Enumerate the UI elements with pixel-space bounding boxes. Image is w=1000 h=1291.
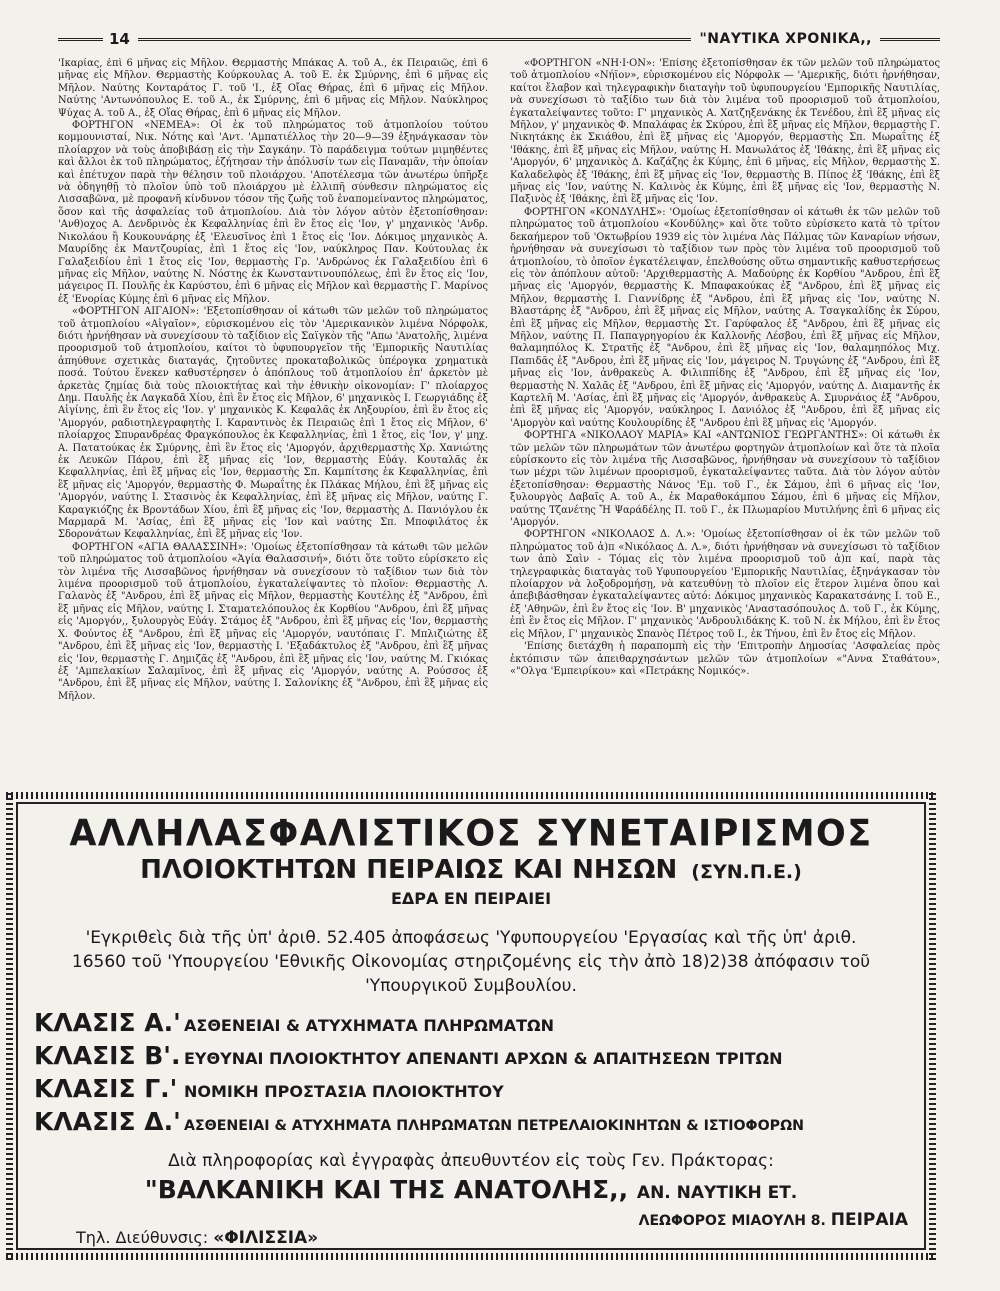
header-rule-right: [880, 38, 940, 41]
agent-name: "ΒΑΛΚΑΝΙΚΗ ΚΑΙ ΤΗΣ ΑΝΑΤΟΛΗΣ,,: [144, 1175, 629, 1204]
page-number: 14: [109, 30, 130, 48]
address-city: ΠΕΙΡΑΙΑ: [830, 1210, 908, 1230]
article-columns: [58, 58, 940, 803]
hatched-border-top: [6, 792, 936, 799]
ad-seat: ΕΔΡΑ ΕΝ ΠΕΙΡΑΙΕΙ: [390, 889, 552, 908]
paragraph: ΦΟΡΤΗΓΟΝ «ΝΙΚΟΛΑΟΣ Δ. Λ.»: 'Ομοίως ἐξετοπίσθησαν οἱ ἐκ τῶν μελῶν τοῦ πληρώματος τοῦ ἀ)π «Νικόλαος Δ. Λ.», διότι ἠρνήθησαν νὰ συνεχίσωσι τὸ ταξίδιον των ἀπὸ Σαὶν - Τόμας εἰς τὸν λιμένα προορισμοῦ τοῦ ἀ)π καί, παρὰ τὰς τηλεγραφικὰς διαταγὰς τοῦ Υφυπουργείου 'Εμπορικῆς Ναυτιλίας, ἐξηνάγκασαν τὸν πλοίαρχον νὰ λοξοδρομήσῃ, νὰ κατευθύνῃ τὸ πλοῖον εἰς ἕτερον λιμένα ὅπου καὶ ἀπεβιβάσθησαν ἐγκαταλείψαντες αὐτό: Δόκιμος μηχανικὸς Καρακατσάνης Ι. τοῦ Ε., ἐξ 'Αθηνῶν, ἐπὶ ἓν ἔτος εἰς 'Ιον. Β' μηχανικὸς 'Αναστασόπουλος Δ. τοῦ Γ., ἐκ Κύμης, ἐπὶ ἓν ἔτος εἰς Μῆλον. Γ' μηχανικὸς 'Ανδρουλιδάκης Κ. τοῦ Ν. ἐκ Μήλου, ἐπὶ ἓν ἔτος εἰς Μῆλον, Γ' μηχανικὸς Σπανὸς Πέτρος τοῦ Ι., ἐκ Τήνου, ἐπὶ ἓν ἔτος εἰς Μῆλον.: [510, 529, 940, 640]
paragraph: «ΦΟΡΤΗΓΟΝ ΑΙΓΑΙΟΝ»: 'Εξετοπίσθησαν οἱ κάτωθι τῶν μελῶν τοῦ πληρώματος τοῦ ἀτμοπλοίου «Αἰγαῖον», εὑρισκομένου εἰς τὸν 'Αμερικανικὸν λιμένα Νόρφολκ, διότι ἠρνήθησαν νὰ συνεχίσουν τὸ ταξίδιον εἰς Σαϊγκὸν τῆς "Απω 'Ανατολῆς, λιμένα προορισμοῦ τοῦ ἀτμοπλοίου, καίτοι τὸ ὑφυπουργεῖον τῆς 'Εμπορικῆς Ναυτιλίας ἀπηύθυνε σχετικὰς διαταγάς, ζητοῦντες προκαταβολικῶς ὑπέρογκα χρηματικὰ ποσά. Τούτου ἕνεκεν καθυστέρησεν ὁ ἀπόπλους τοῦ ἀτμοπλοίου ἐπ' ἀρκετὸν μὲ ἀρκετὰς ζημίας διὰ τοὺς πλοιοκτήτας καὶ τὴν ἐθνικὴν οἰκονομίαν: Γ' πλοίαρχος Δημ. Παυλῆς ἐκ Λαγκαδᾶ Χίου, ἐπὶ ἓν ἔτος εἰς Μῆλον, 6' μηχανικὸς Ι. Γεωργιάδης ἐξ Αἰγίνης, ἐπὶ ἓν ἔτος εἰς 'Ιον. γ' μηχανικὸς Κ. Κεφαλᾶς ἐκ Ληξουρίου, ἐπὶ ἓν ἔτος εἰς 'Αμοργόν, ραδιοτηλεγραφητὴς Ι. Καραντινὸς ἐκ Πειραιῶς ἐπὶ 1 ἔτος εἰς Μῆλον, 6' πλοίαρχος Σπυρανδρέας Φραγκόπουλος ἐκ Κεφαλληνίας, ἐπὶ 1 ἔτος, εἰς 'Ιον, γ' μηχ. Α. Πατατούκας ἐκ Σμύρνης, ἐπὶ ἓν ἔτος εἰς 'Αμοργόν, ἀρχιθερμαστὴς Χρ. Χανιώτης ἐκ Λευκῶν Πάρου, ἐπὶ ἓξ μῆνας εἰς 'Ιον, θερμαστὴς Εὐάγ. Κουταλᾶς ἐκ Κεφαλληνίας, ἐπὶ ἓξ μῆνας εἰς 'Ιον, θερμαστὴς Σπ. Καμπίτσης ἐκ Κεφαλληνίας, ἐπὶ ἓξ μῆνας εἰς 'Αμοργόν, θερμαστὴς Φ. Μωραΐτης ἐκ Πλάκας Μήλου, ἐπὶ ἓξ μῆνας εἰς 'Αμοργόν, ναύτης Ι. Στασινὸς ἐκ Κεφαλληνίας, ἐπὶ ἓξ μῆνας εἰς Μῆλον, ναύτης Γ. Καραγκιόζης ἐκ Βροντάδων Χίου, ἐπὶ ἓξ μῆνας εἰς 'Ιον, θερμαστὴς Δ. Πανιόγλου ἐκ Μαρμαρᾶ Μ. 'Ασίας, ἐπὶ ἓξ μῆνας εἰς 'Ιον καὶ ναύτης Σπ. Μποφιλάτος ἐκ Σδορονάτων Κεφαλληνίας, ἐπὶ ἓξ μῆνας εἰς 'Ιον.: [58, 306, 488, 541]
telegraph-value: «ΦΙΛΙΣΣΙΑ»: [213, 1228, 319, 1248]
class-item: [34, 1008, 918, 1041]
class-item: [34, 1074, 918, 1107]
class-item: [34, 1041, 918, 1074]
class-text: ΝΟΜΙΚΗ ΠΡΟΣΤΑΣΙΑ ΠΛΟΙΟΚΤΗΤΟΥ: [184, 1082, 504, 1101]
paragraph: ΦΟΡΤΗΓΟΝ «ΑΓΙΑ ΘΑΛΑΣΣΙΝΗ»: 'Ομοίως ἐξετοπίσθησαν τὰ κάτωθι τῶν μελῶν τοῦ πληρώματος τοῦ ἀτμοπλοίου «Ἁγία Θαλασσινή», διότι ὅτε τοῦτο εὑρίσκετο εἰς τὸν λιμένα τῆς Λισσαβῶνος ἠρνήθησαν νὰ συνεχίσουν τὸ ταξίδιον των διὰ τὸν λιμένα προορισμοῦ τοῦ ἀτμοπλοίου, ἐγκαταλείψαντες τὸ πλοῖον: Θερμαστὴς Λ. Γαλανὸς ἐξ "Ανδρου, ἐπὶ ἓξ μῆνας εἰς Μῆλον, θερμαστὴς Κουτέλης ἐξ "Ανδρου, ἐπὶ ἓξ μῆνας εἰς Μῆλον, ναύτης Ι. Σταματελόπουλος ἐκ Κορθίου "Ανδρου, ἐπὶ ἓξ μῆνας εἰς 'Αμοργόν,, ξυλουργὸς Εὐάγ. Στάμος ἐξ "Ανδρου, ἐπὶ ἓξ μῆνας εἰς 'Ιον, θερμαστὴς Χ. Φούντος ἐξ "Ανδρου, ἐπὶ ἓξ μῆνας εἰς 'Αμοργόν, ναυτόπαις Γ. Μπλιζιώτης ἐξ "Ανδρου, ἐπὶ ἓξ μῆνας εἰς 'Ιον, θερμαστὴς Ι. 'Εξαδάκτυλος ἐξ "Ανδρου, ἐπὶ ἓξ μῆνας εἰς 'Ιον, θερμαστὴς Γ. Δημιζᾶς ἐξ "Ανδρου, ἐπὶ ἓξ μῆνας εἰς 'Ιον, ναύτης Μ. Γκιόκας ἐξ 'Αμπελακίων Σαλαμῖνος, ἐπὶ ἓξ μῆνας εἰς 'Αμοργόν, ναύτης Α. Ρούσσος ἐξ "Ανδρου, ἐπὶ ἓξ μῆνας εἰς Μῆλον, ναύτης Ι. Σαλονίκης ἐξ "Ανδρου, ἐπὶ ἓξ μῆνας εἰς Μῆλον.: [58, 541, 488, 702]
insurance-advertisement: [6, 792, 936, 1260]
hatched-border-right: [929, 792, 936, 1260]
address-street: ΛΕΩΦΟΡΟΣ ΜΙΑΟΥΛΗ 8.: [638, 1213, 826, 1229]
paragraph: 'Επίσης διετάχθη ἡ παραπομπὴ εἰς τὴν 'Επιτροπὴν Δημοσίας 'Ασφαλείας πρὸς ἐκτόπισιν τῶν ἀπειθαρχησάντων μελῶν τῶν ἀτμοπλοίων «"Αννα Σταθάτου», «"Ολγα 'Εμπειρίκου» καὶ «Πετράκης Νομικός».: [510, 641, 940, 677]
paragraph: ΦΟΡΤΗΓΟΝ «ΚΟΝΔΥΛΗΣ»: 'Ομοίως ἐξετοπίσθησαν οἱ κάτωθι ἐκ τῶν μελῶν τοῦ πληρώματος τοῦ ἀτμοπλοίου «Κονδύλης» καὶ ὅτε τοῦτο εὑρίσκετο κατὰ τὸ τρίτον δεκαήμερον τοῦ 'Οκτωβρίου 1939 εἰς τὸν λιμένα Λὰς Πάλμας τῶν Καναρίων νήσων, ἠρνήθησαν νὰ συνεχίσωσι τὸ ταξίδιον των πρὸς τὸν λιμένα τοῦ προορισμοῦ τοῦ ἀτμοπλοίου, τὸ ὁποῖον ἐγκατέλειψαν, ἐπελθούσης οὕτω σημαντικῆς καθυστερήσεως εἰς τὸν ἀπόπλουν αὐτοῦ: 'Αρχιθερμαστὴς Α. Μαδούρης ἐκ Κορθίου "Ανδρου, ἐπὶ ἓξ μῆνας εἰς 'Αμοργόν, θερμαστὴς Κ. Μπαφακούκας ἐξ "Ανδρου, ἐπὶ ἓξ μῆνας εἰς Μῆλον, θερμαστὴς Ι. Γιαννίδρης ἐξ "Ανδρου, ἐπὶ ἓξ μῆνας εἰς 'Ιον, ναύτης Ν. Βλαστάρης ἐξ "Ανδρου, ἐπὶ ἓξ μῆνας εἰς Μῆλον, ναύτης Α. Τσαγκαλίδης ἐκ Σύρου, ἐπὶ ἓξ μῆνας εἰς Μῆλον, θερμαστὴς Στ. Γαρύφαλος ἐξ "Ανδρου, ἐπὶ ἓξ μῆνας εἰς Μῆλον, ναύτης Π. Παπαγρηγορίου ἐκ Καλλονῆς Λέσβου, ἐπὶ ἓξ μῆνας εἰς Μῆλον, θαλαμηπόλος Κ. Στρατῆς ἐξ "Ανδρου, ἐπὶ ἓξ μῆνας εἰς 'Ιον, θαλαμηπόλος Μιχ. Παπιδᾶς ἐξ "Ανδρου, ἐπὶ ἓξ μῆνας εἰς 'Ιον, μάγειρος Ν. Τρυγώνης ἐξ "Ανδρου, ἐπὶ ἓξ μῆνας εἰς 'Ιον, ἀνθρακεὺς Α. Φιλιππίδης ἐξ "Ανδρου, ἐπὶ ἓξ μῆνας εἰς 'Ιον, θερμαστὴς Ν. Χαλᾶς ἐξ "Ανδρου, ἐπὶ ἓξ μῆνας εἰς 'Αμοργόν, ναύτης Δ. Διαμαντῆς ἐκ Καρτελῆ Μ. 'Ασίας, ἐπὶ ἓξ μῆνας εἰς 'Αμοργόν, ἀνθρακεὺς Α. Σμυρνάιος ἐξ "Ανδρου, ἐπὶ ἓξ μῆνας εἰς 'Αμοργόν, ναύκληρος Ι. Δανιόλος ἐξ "Ανδρου, ἐπὶ ἓξ μῆνας εἰς 'Αμοργὸν καὶ ναύτης Κουλουρίδης ἐξ "Ανδρου ἐπὶ ἓξ μῆνας εἰς 'Αμοργόν.: [510, 206, 940, 429]
ad-telegraph: [76, 1228, 918, 1248]
telegraph-label: Τηλ. Διεύθυνσις:: [76, 1228, 209, 1247]
hatched-border-bottom: [6, 1253, 936, 1260]
ad-agent: [24, 1175, 918, 1204]
ad-address: [24, 1210, 908, 1230]
ad-subtitle-text: ΠΛΟΙΟΚΤΗΤΩΝ ΠΕΙΡΑΙΩΣ ΚΑΙ ΝΗΣΩΝ: [140, 855, 678, 885]
paragraph: ΦΟΡΤΗΓΟΝ «ΝΕΜΕΑ»: Οἱ ἐκ τοῦ πληρώματος τοῦ ἀτμοπλοίου τούτου κομμουνισταί, Νικ. Νότης καὶ 'Αντ. 'Αμπατιέλλος τὴν 20—9—39 ἐξηνάγκασαν τὸν πλοίαρχον νὰ τοὺς ἀποβιβάσῃ εἰς τὴν Σαγκάην. Τὸ παράδειγμα τούτων μιμηθέντες καὶ ἄλλοι ἐκ τοῦ πληρώματος, ἐζήτησαν τὴν ἀπόλυσίν των εἰς Παναμᾶν, τὴν ὁποίαν καὶ ἐπέτυχον παρὰ τὴν θέλησιν τοῦ πλοιάρχου. 'Αποτέλεσμα τῶν ἀνωτέρω ὑπῆρξε νὰ ὁδηγηθῇ τὸ πλοῖον ὑπὸ τοῦ πλοιάρχου μὲ ἐλλιπῆ σύνθεσιν πληρώματος εἰς Λισσαβῶνα, μὲ προφανῆ κίνδυνον τόσον τῆς ζωῆς τοῦ ἐναπομείναντος πληρώματος, ὅσον καὶ τῆς ἀσφαλείας τοῦ ἀτμοπλοίου. Διὰ τὸν λόγον αὐτὸν ἐξετοπίσθησαν: 'Ανθ)οχος Α. Δενδρινὸς ἐκ Κεφαλληνίας ἐπὶ ἓν ἔτος εἰς 'Ιον, γ' μηχανικὸς 'Ανδρ. Νικολάου ἢ Κουκουνάρης ἐξ 'Ελευσῖνος ἐπὶ 1 ἔτος εἰς 'Ιον. Δόκιμος μηχανικὸς Α. Μαυρίδης ἐκ Μαντζουρίας, ἐπὶ 1 ἔτος εἰς 'Ιον, ναύκληρος Παν. Κούτουλας ἐκ Γαλαξειδίου ἐπὶ 1 ἔτος εἰς 'Ιον, θερμαστὴς Γρ. 'Ανδρώνος ἐκ Γαλαξειδίου ἐπὶ 6 μῆνας εἰς Μῆλον, ναύτης Ν. Νόστης ἐκ Κωνσταντινουπόλεως, ἐπὶ ἓν ἔτος εἰς 'Ιον, μάγειρος Π. Πουλῆς ἐκ Καρύστου, ἐπὶ 6 μῆνας εἰς Μῆλον καὶ θερμαστὴς Γ. Μαρίνος ἐξ 'Ενορίας Κύμης ἐπὶ 6 μῆνας εἰς Μῆλον.: [58, 120, 488, 305]
ad-classes-list: [24, 1008, 918, 1141]
paragraph: «ΦΟΡΤΗΓΟΝ «ΝΗ·Ι·ΟΝ»: 'Επίσης ἐξετοπίσθησαν ἐκ τῶν μελῶν τοῦ πληρώματος τοῦ ἀτμοπλοίου «Νήϊον», εὑρισκομένου εἰς Νόρφολκ — 'Αμερικῆς, διότι ἠρνήθησαν, καίτοι ἔλαβον καὶ τηλεγραφικὴν διαταγὴν τοῦ ὑφυπουργείου 'Εμπορικῆς Ναυτιλίας, νὰ συνεχίσωσι τὸ ταξίδιο των διὰ τὸν λιμένα τοῦ προορισμοῦ τοῦ ἀτμοπλοίου, ἐγκαταλείψαντες τοῦτο: Γ' μηχανικὸς Α. Χατζηξενάκης ἐκ Τενέδου, ἐπὶ ἓξ μῆνας εἰς Μῆλον, γ' μηχανικὸς Φ. Μπαλάφας ἐκ Σκύρου, ἐπὶ ἓξ μῆνας εἰς Μῆλον, θερμαστὴς Γ. Νικητάκης ἐκ Σκιάθου, ἐπὶ ἓξ μῆνας εἰς 'Αμοργόν, θερμαστὴς Σπ. Μωραΐτης ἐξ 'Ιθάκης, ἐπὶ ἓξ μῆνας εἰς Μῆλον, ναύτης Η. Μανωλάτος ἐξ 'Ιθάκης, ἐπὶ ἓξ μῆνας εἰς 'Αμοργόν, 6' μηχανικὸς Δ. Καζάζης ἐκ Κύμης, ἐπὶ 6 μῆνας, εἰς Μῆλον, θερμαστὴς Σ. Καλαδελφὸς ἐξ 'Ιθάκης, ἐπὶ ἓξ μῆνας εἰς 'Ιον, θερμαστὴς Β. Πίπος ἐξ 'Ιθάκης, ἐπὶ ἓξ μῆνας εἰς 'Ιον, ναύτης Ν. Καλινὸς ἐκ Κύμης, ἐπὶ ἓξ μῆνας εἰς 'Ιον, θερμαστὴς Ν. Παξινὸς ἐξ 'Ιθάκης, ἐπὶ ἓξ μῆνας εἰς 'Ιον.: [510, 58, 940, 206]
class-text: ΑΣΘΕΝΕΙΑΙ & ΑΤΥΧΗΜΑΤΑ ΠΛΗΡΩΜΑΤΩΝ: [184, 1016, 555, 1035]
class-text: ΕΥΘΥΝΑΙ ΠΛΟΙΟΚΤΗΤΟΥ ΑΠΕΝΑΝΤΙ ΑΡΧΩΝ & ΑΠΑΙΤΗΣΕΩΝ ΤΡΙΤΩΝ: [184, 1049, 783, 1068]
agent-suffix: ΑΝ. ΝΑΥΤΙΚΗ ΕΤ.: [636, 1183, 798, 1203]
ad-title: ΑΛΛΗΛΑΣΦΑΛΙΣΤΙΚΟΣ ΣΥΝΕΤΑΙΡΙΣΜΟΣ: [69, 813, 873, 855]
right-column: [510, 58, 940, 803]
class-label: ΚΛΑΣΙΣ Γ.': [34, 1074, 178, 1103]
publication-title: "ΝΑΥΤΙΚΑ ΧΡΟΝΙΚΑ,,: [699, 31, 872, 47]
class-text: ΑΣΘΕΝΕΙΑΙ & ΑΤΥΧΗΜΑΤΑ ΠΛΗΡΩΜΑΤΩΝ ΠΕΤΡΕΛΑΙΟΚΙΝΗΤΩΝ & ΙΣΤΙΟΦΟΡΩΝ: [184, 1118, 805, 1134]
header-rule-middle: [138, 38, 692, 41]
ad-info-line: Διὰ πληροφορίας καὶ ἐγγραφὰς ἀπευθυντέον εἰς τοὺς Γεν. Πράκτορας:: [168, 1151, 774, 1171]
page-header: [58, 28, 940, 50]
left-column: [58, 58, 488, 803]
ad-approval-text: 'Εγκριθεὶς διὰ τῆς ὑπ' ἀριθ. 52.405 ἀποφάσεως 'Υφυπουργείου 'Εργασίας καὶ τῆς ὑπ' ἀριθ. 16560 τοῦ 'Υπουργείου 'Εθνικῆς Οἰκονομίας στηριζομένης εἰς τὴν ἀπὸ 18)2)38 ἀπόφασιν τοῦ 'Υπουργικοῦ Συμβουλίου.: [71, 928, 871, 996]
ad-subtitle: [24, 854, 918, 888]
hatched-border-left: [6, 792, 13, 1260]
newspaper-page: [58, 28, 940, 702]
class-label: ΚΛΑΣΙΣ Δ.': [34, 1107, 181, 1136]
paragraph: ΦΟΡΤΗΓΑ «ΝΙΚΟΛΑΟΥ ΜΑΡΙΑ» ΚΑΙ «ΑΝΤΩΝΙΟΣ ΓΕΩΡΓΑΝΤΗΣ»: Οἱ κάτωθι ἐκ τῶν μελῶν τῶν πληρωμάτων τῶν ἀνωτέρω φορτηγῶν ἀτμοπλοίων καὶ ὅτε τὰ πλοῖα εὑρίσκοντο εἰς τὸν λιμένα τῆς Λισσαβῶνος, ἠρνήθησαν νὰ συνεχίσουν τὸ ταξίδιον των μέχρι τῶν λιμένων προορισμοῦ, ἐγκαταλείψαντες ταῦτα. Διὰ τὸν λόγον αὐτὸν ἐξετοπίσθησαν: Θερμαστὴς Νάνος 'Εμ. τοῦ Γ., ἐκ Σάμου, ἐπὶ 6 μῆνας εἰς 'Ιον, ξυλουργὸς Δαβαῖς Α. τοῦ Α., ἐκ Μαραθοκάμπου Σάμου, ἐπὶ 6 μῆνας εἰς Μῆλον, ναύτης Τζανέτης Ἤ Ψαράδέλης Π. τοῦ Γ., ἐκ Πλωμαρίου Μυτιλήνης ἐπὶ 6 μῆνας εἰς 'Αμοργόν.: [510, 430, 940, 529]
ad-abbreviation: (ΣΥΝ.Π.Ε.): [691, 861, 802, 883]
class-item: [34, 1107, 918, 1141]
header-rule-left: [58, 38, 103, 41]
class-label: ΚΛΑΣΙΣ Β'.: [34, 1041, 181, 1070]
ad-content: [24, 810, 918, 1248]
class-label: ΚΛΑΣΙΣ Α.': [34, 1008, 181, 1037]
paragraph: 'Ικαρίας, ἐπὶ 6 μῆνας εἰς Μῆλον. Θερμαστὴς Μπάκας Α. τοῦ Α., ἐκ Πειραιῶς, ἐπὶ 6 μῆνας εἰς Μῆλον. Θερμαστὴς Κούρκουλας Α. τοῦ Ε. ἐκ Σμύρνης, ἐπὶ 6 μῆνας εἰς Μῆλον. Ναύτης Κονταράτος Γ. τοῦ 'Ι., ἐξ Οἴας Θήρας, ἐπὶ 6 μῆνας εἰς Μῆλον. Ναύτης 'Αντωνόπουλος Ε. τοῦ Α., ἐκ Σμύρνης, ἐπὶ 6 μῆνας εἰς Μῆλον. Ναύκληρος Ψύχας Α. τοῦ Α., ἐξ Οἴας Θήρας, ἐπὶ 6 μῆνας εἰς Μῆλον.: [58, 58, 488, 119]
